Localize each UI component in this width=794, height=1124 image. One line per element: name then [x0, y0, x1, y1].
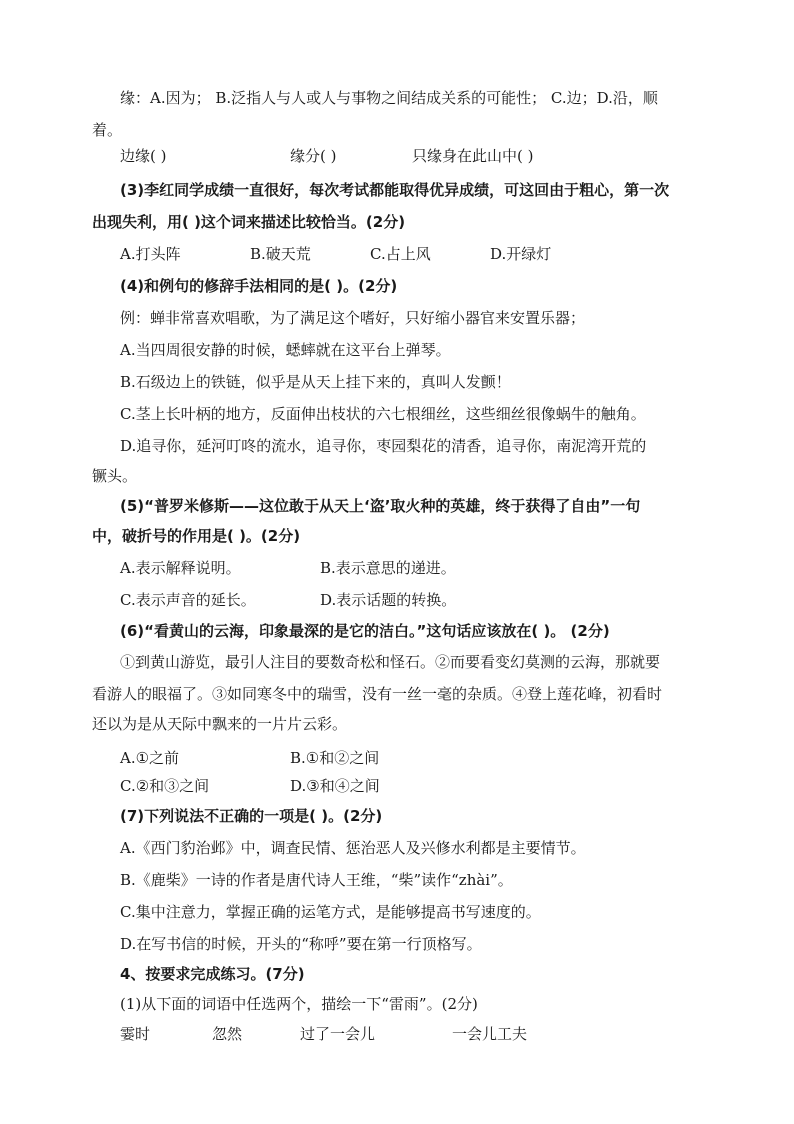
- q6-stem: (6)“看黄山的云海，印象最深的是它的洁白。”这句话应该放在( )。 (2分): [120, 622, 610, 640]
- word-3: 过了一会儿: [300, 1025, 376, 1043]
- blank-biányuan: 边缘( ): [120, 147, 167, 165]
- q3-option-a: A.打头阵: [120, 245, 181, 263]
- q5-option-c: C.表示声音的延长。: [120, 591, 256, 609]
- q6-passage-1: ①到黄山游览，最引人注目的要数奇松和怪石。②而要看变幻莫测的云海，那就要: [120, 653, 661, 671]
- q7-option-a: A.《西门豹治邺》中，调查民情、惩治恶人及兴修水利都是主要情节。: [120, 839, 586, 857]
- q7-stem: (7)下列说法不正确的一项是( )。(2分): [120, 807, 383, 825]
- q5-stem-cont: 中，破折号的作用是( )。(2分): [92, 527, 301, 545]
- q7-option-c: C.集中注意力，掌握正确的运笔方式，是能够提高书写速度的。: [120, 903, 541, 921]
- section-4-title: 4、按要求完成练习。(7分): [120, 965, 305, 983]
- q4-option-b: B.石级边上的铁链，似乎是从天上挂下来的，真叫人发颤！: [120, 373, 511, 391]
- q3-option-d: D.开绿灯: [490, 245, 552, 263]
- s4-q1-stem: (1)从下面的词语中任选两个，描绘一下“雷雨”。(2分): [120, 995, 478, 1013]
- q6-passage-3: 还以为是从天际中飘来的一片片云彩。: [92, 715, 348, 733]
- q4-option-d: D.追寻你，延河叮咚的流水，追寻你，枣园梨花的清香，追寻你，南泥湾开荒的: [120, 437, 647, 455]
- q3-stem-cont: 出现失利，用( )这个词来描述比较恰当。(2分): [92, 213, 406, 231]
- q4-stem: (4)和例句的修辞手法相同的是( )。(2分): [120, 277, 398, 295]
- q5-stem: (5)“普罗米修斯——这位敢于从天上‘盗’取火种的英雄，终于获得了自由”一句: [120, 497, 641, 515]
- q3-option-b: B.破天荒: [250, 245, 311, 263]
- q4-example: 例：蝉非常喜欢唱歌，为了满足这个嗜好，只好缩小器官来安置乐器；: [120, 309, 586, 327]
- q6-passage-2: 看游人的眼福了。③如同寒冬中的瑞雪，没有一丝一毫的杂质。④登上莲花峰，初看时: [92, 685, 663, 703]
- q6-option-c: C.②和③之间: [120, 777, 210, 795]
- q5-option-d: D.表示话题的转换。: [320, 591, 457, 609]
- q6-option-a: A.①之前: [120, 749, 180, 767]
- yuan-definition: 缘：A.因为； B.泛指人与人或人与事物之间结成关系的可能性； C.边；D.沿，顺: [120, 89, 658, 107]
- q4-option-d-cont: 镢头。: [92, 467, 138, 485]
- q5-option-a: A.表示解释说明。: [120, 559, 241, 577]
- yuan-definition-cont: 着。: [92, 121, 123, 139]
- blank-yuanfen: 缘分( ): [290, 147, 337, 165]
- word-2: 忽然: [212, 1025, 243, 1043]
- blank-zhiyuan: 只缘身在此山中( ): [412, 147, 534, 165]
- q4-option-a: A.当四周很安静的时候，蟋蟀就在这平台上弹琴。: [120, 341, 451, 359]
- q5-option-b: B.表示意思的递进。: [320, 559, 456, 577]
- q3-stem: (3)李红同学成绩一直很好，每次考试都能取得优异成绩，可这回由于粗心，第一次: [120, 181, 670, 199]
- word-1: 霎时: [120, 1025, 151, 1043]
- q3-option-c: C.占上风: [370, 245, 431, 263]
- q6-option-b: B.①和②之间: [290, 749, 380, 767]
- word-4: 一会儿工夫: [452, 1025, 528, 1043]
- q4-option-c: C.茎上长叶柄的地方，反面伸出枝状的六七根细丝，这些细丝很像蜗牛的触角。: [120, 405, 646, 423]
- q6-option-d: D.③和④之间: [290, 777, 380, 795]
- q7-option-b: B.《鹿柴》一诗的作者是唐代诗人王维，“柴”读作“zhài”。: [120, 871, 513, 889]
- q7-option-d: D.在写书信的时候，开头的“称呼”要在第一行顶格写。: [120, 935, 482, 953]
